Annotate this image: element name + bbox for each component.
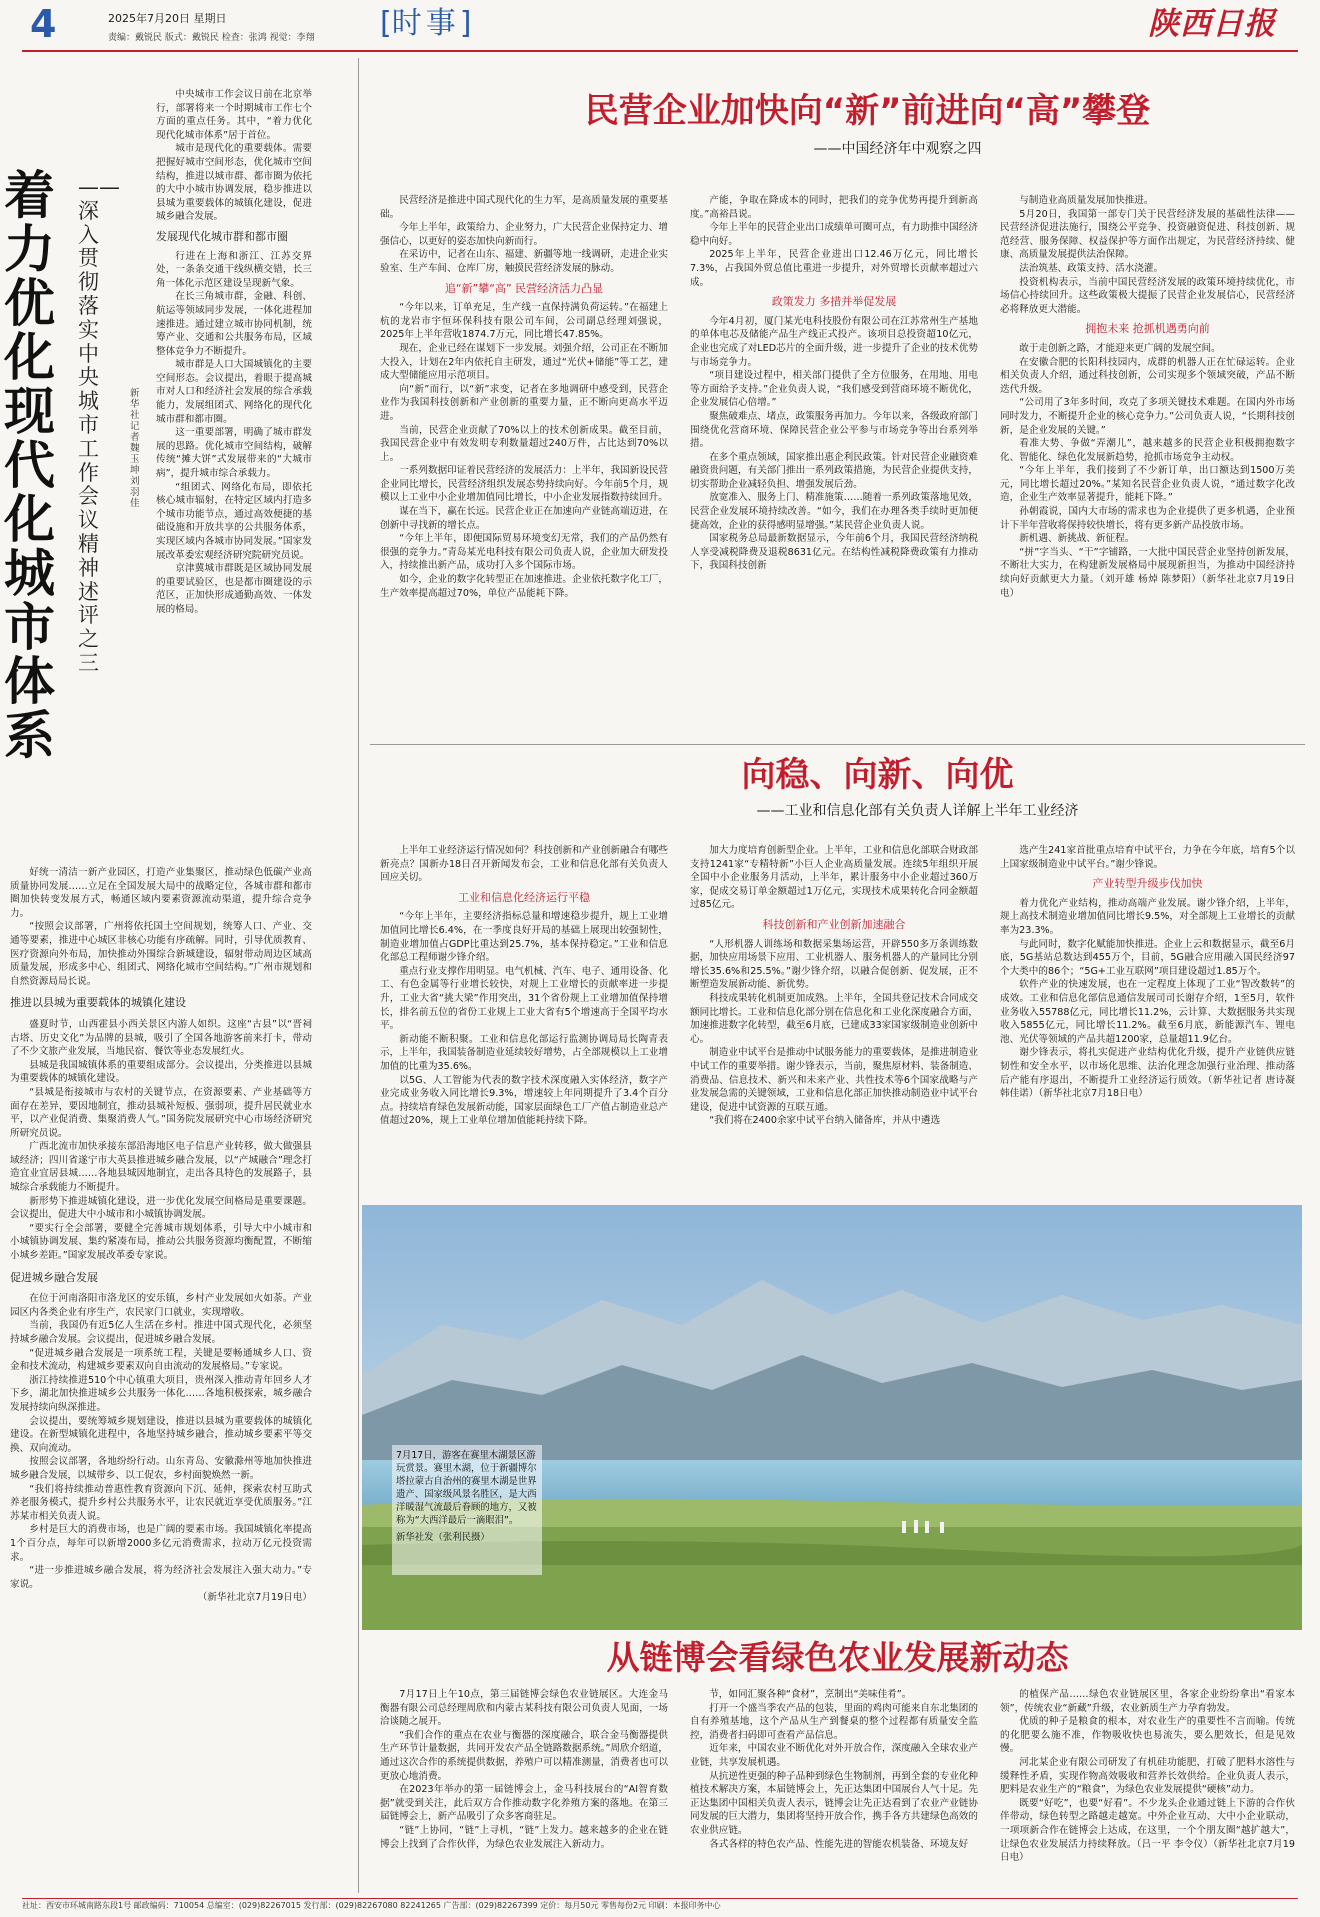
section-heading: 追“新”攀“高” 民营经济活力凸显 bbox=[444, 281, 604, 295]
left-article-title: 着力优化现代化城市体系 bbox=[4, 167, 56, 766]
section-heading: 科技创新和产业创新加速融合 bbox=[762, 917, 906, 931]
page-header bbox=[0, 0, 1320, 52]
article1-subtitle: ——中国经济年中观察之四 bbox=[813, 141, 982, 157]
section-heading: 工业和信息化经济运行平稳 bbox=[458, 890, 590, 904]
article-green-agriculture bbox=[370, 1636, 1305, 1894]
photo-lake bbox=[362, 1205, 1302, 1630]
article3-col-1: 7月17日上午10点，第三届链博会绿色农业链展区。大连金马衡器有限公司总经理周欣和内蒙古某科技有限公司负责人见面，一场洽谈随之展开。 “我们合作的重点在农业与衡器的深度融合，联合金马衡器提供生产环节计量数据，共同开发农产品全链路数据系统。”周欣介绍道，通过这次合作的系统提供数据，养殖户可以精准测量，消费者也可以更放心地消费。 在2023年举办的第一届链博会上，金马科技展台的“AI智育数据”就受到关注，此后双方合作推动数字化养殖方案的落地。在第三届链博会上，新产品吸引了众多客商驻足。 “链”上协同，“链”上寻机，“链”上发力。越来越多的企业在链博会上找到了合作伙伴，为绿色农业发展注入新动力。 bbox=[380, 1689, 668, 1850]
section-heading: 促进城乡融合发展 bbox=[10, 1270, 98, 1284]
section-heading: 推进以县城为重要载体的城镇化建设 bbox=[10, 996, 186, 1010]
footer-text: 社址：西安市环城南路东段1号 邮政编码：710054 总编室：(029)82267015 发行部：(029)82267080 82241265 广告部：(029)82267399 定价：每月50元 零售每份2元 印刷：本报印务中心 bbox=[22, 1901, 721, 1910]
left-article-byline: 新华社记者 魏玉坤 刘羽佳 bbox=[130, 388, 140, 509]
article-divider bbox=[370, 744, 1305, 745]
article1-col-3: 与制造业高质量发展加快推进。 5月20日，我国第一部专门关于民营经济发展的基础性法律——民营经济促进法施行，围绕公平竞争、投资融资促进、科技创新、规范经营、服务保障、权益保护等方面作出规定，为民营经济持续、健康、高质量发展提供法治保障。 法治筑基、政策支持、活水浇灌。 投资机构表示，当前中国民营经济发展的政策环境持续优化，市场信心持续回升。这些政策极大提振了民营企业发展信心，民营经济必将释放更大潜能。 拥抱未来 抢抓机遇勇向前 敢于走创新之路，才能迎来更广阔的发展空间。 在安徽合肥的长阳科技园内，成群的机器人正在忙碌运转。企业相关负责人介绍，通过科技创新，公司实现多个领域突破，产品不断迭代升级。 “公司用了3年多时间，攻克了多项关键技术难题。在国内外市场同时发力，不断提升企业的核心竞争力。”公司负责人说，“长期科技创新，是企业发展的关键。” 看准大势、争做“弄潮儿”，越来越多的民营企业积极拥抱数字化、智能化、绿色化发展新趋势，抢抓市场竞争主动权。 “今年上半年，我们接到了不少新订单，出口额达到1500万美元，同比增长超过20%。”某知名民营企业负责人说，“通过数字化改造，企业生产效率显著提升，能耗下降。” 孙朝霞说，国内大市场的需求也为企业提供了更多机遇，企业预计下半年营收将保持较快增长，将有更多新产品投放市场。 新机遇、新挑战、新征程。 “拼”字当头、“干”字铺路，一大批中国民营企业坚持创新发展，不断壮大实力，在构建新发展格局中展现新担当，为推动中国经济持续向好贡献更大力量。（刘开雄 杨焯 陈梦阳）（新华社北京7月19日电） bbox=[1000, 195, 1295, 599]
section-label: [时事] bbox=[380, 6, 472, 41]
section-title: 时事 bbox=[391, 6, 460, 41]
article-industry-economy bbox=[370, 752, 1305, 1192]
header-staff: 责编：戴锐民 版式：戴锐民 检查：张鸿 视觉：李翔 bbox=[108, 33, 315, 43]
header-rule bbox=[22, 50, 1298, 52]
page-footer bbox=[22, 1898, 1298, 1914]
article3-title: 从链博会看绿色农业发展新动态 bbox=[606, 1638, 1069, 1677]
left-col-a: 中央城市工作会议日前在北京举行，部署将来一个时期城市工作七个方面的重点任务。其中，“着力优化现代化城市体系”居于首位。 城市是现代化的重要载体。需要把握好城市空间形态，优化城市空间结构，推进以城市群、都市圈为依托的大中小城市协调发展，稳步推进以县城为重要载体的城镇化建设，促进城乡融合发展。 发展现代化城市群和都市圈 行进在上海和浙江、江苏交界处，一条条交通干线纵横交错，长三角一体化示范区建设呈现新气象。 在长三角城市群，金融、科创、航运等领域同步发展，一体化进程加速推进。通过建立城市协同机制，统筹产业、交通和公共服务布局，区域整体竞争力不断提升。 城市群是人口大国城镇化的主要空间形态。会议提出，着眼于提高城市对人口和经济社会发展的综合承载能力，发展组团式、网络化的现代化城市群和都市圈。 这一重要部署，明确了城市群发展的思路。优化城市空间结构，破解传统“摊大饼”式发展带来的“大城市病”，提升城市综合承载力。 “组团式、网络化布局，即依托核心城市辐射，在特定区域内打造多个城市功能节点，通过高效便捷的基础设施和开放共享的公共服务体系，实现区域内各城市协同发展。”国家发展改革委宏观经济研究院研究员说。 京津冀城市群既是区域协同发展的重要试验区，也是都市圈建设的示范区，正加快形成通勤高效、一体发展的格局。 bbox=[156, 89, 312, 615]
column-divider bbox=[358, 58, 359, 1893]
article2-subtitle: ——工业和信息化部有关负责人详解上半年工业经济 bbox=[756, 803, 1079, 819]
section-heading: 发展现代化城市群和都市圈 bbox=[156, 229, 288, 243]
article2-col-1: 上半年工业经济运行情况如何？科技创新和产业创新融合有哪些新亮点？国新办18日召开新闻发布会，工业和信息化部有关负责人回应关切。 工业和信息化经济运行平稳 “今年上半年，主要经济指标总量和增速稳步提升，规上工业增加值同比增长6.4%，在一季度良好开局的基础上展现出较强韧性，制造业增加值占GDP比重达到25.7%，基本保持稳定。”工业和信息化部总工程师谢少锋介绍。 重点行业支撑作用明显。电气机械、汽车、电子、通用设备、化工、有色金属等行业增长较快，对规上工业增长的贡献率进一步提升，工业大省“挑大梁”作用突出，31个省份规上工业增加值保持增长，排名前五位的省份工业规上工业大省有5个增速高于全国平均水平。 新动能不断积聚。工业和信息化部运行监测协调局局长陶青表示，上半年，我国装备制造业延续较好增势，占全部规模以上工业增加值的比重为35.6%。 以5G、人工智能为代表的数字技术深度融入实体经济，数字产业完成业务收入同比增长9.3%，增速较上年同期提升了3.4个百分点。持续培育绿色发展新动能，国家层面绿色工厂产值占制造业总产值超过20%，规上工业单位增加值能耗持续下降。 bbox=[380, 845, 668, 1127]
section-heading: 产业转型升级步伐加快 bbox=[1092, 877, 1203, 891]
left-col-b: 好统一清洁一新产业园区，打造产业集聚区，推动绿色低碳产业高质量协同发展……立足在全国发展大局中的战略定位，各城市群和都市圈加快转变发展方式，畅通区域内要素资源流动渠道，提升综合竞争力。 “按照会议部署，广州将依托国土空间规划，统筹人口、产业、交通等要素，推进中心城区非核心功能有序疏解。同时，引导优质教育、医疗资源向外布局，加快推动外围综合新城建设，辐射带动周边区域高质量发展，形成多中心、组团式、网络化城市空间结构。”广州市规划和自然资源局局长说。 推进以县城为重要载体的城镇化建设 盛夏时节，山西霍县小西关景区内游人如织。这座“古县”以“晋祠古塔、历史文化”为品牌的县城，吸引了全国各地游客前来打卡，带动了不少文旅产业发展，当地民宿、餐饮等业态发展红火。 县城是我国城镇体系的重要组成部分。会议提出，分类推进以县城为重要载体的城镇化建设。 “县城是衔接城市与农村的关键节点，在资源要素、产业基础等方面存在差异，要因地制宜，推动县城补短板、强弱项，提升居民就业水平，以产业促消费、集聚消费人气。”国务院发展研究中心市场经济研究所研究员说。 广西北流市加快承接东部沿海地区电子信息产业转移，做大做强县域经济；四川省遂宁市大英县推进城乡融合发展，以“产城融合”理念打造宜业宜居县城……各地县城因地制宜，走出各具特色的发展路子，县城综合承载能力不断提升。 新形势下推进城镇化建设，进一步优化发展空间格局是重要课题。会议提出，促进大中小城市和小城镇协调发展。 “要实行全会部署，要健全完善城市规划体系，引导大中小城市和小城镇协调发展、集约紧凑布局，推动公共服务资源均衡配置，不断缩小城乡差距。”国家发展改革委专家说。 促进城乡融合发展 在位于河南洛阳市洛龙区的安乐镇，乡村产业发展如火如荼。产业园区内各类企业有序生产，农民家门口就业，实现增收。 当前，我国仍有近5亿人生活在乡村。推进中国式现代化，必须坚持城乡融合发展。会议提出，促进城乡融合发展。 “促进城乡融合发展是一项系统工程，关键是要畅通城乡人口、资金和技术流动，构建城乡要素双向自由流动的发展格局。”专家说。 浙江持续推进510个中心镇重大项目，贵州深入推动青年回乡人才下乡，湖北加快推进城乡公共服务一体化……各地积极探索，城乡融合发展持续向纵深推进。 会议提出，要统筹城乡规划建设，推进以县城为重要载体的城镇化建设。在新型城镇化进程中，各地坚持城乡融合，推动城乡要素平等交换、双向流动。 按照会议部署，各地纷纷行动。山东青岛、安徽滁州等地加快推进城乡融合发展，以城带乡、以工促农，乡村面貌焕然一新。 “我们将持续推动普惠性教育资源向下沉、延伸，探索农村互助式养老服务模式，提升乡村公共服务水平，让农民就近享受优质服务。”江苏某市相关负责人说。 乡村是巨大的消费市场，也是广阔的要素市场。我国城镇化率提高1个百分点，每年可以新增2000多亿元消费需求，拉动万亿元投资需求。 “进一步推进城乡融合发展，将为经济社会发展注入强大动力。”专家说。 （新华社北京7月19日电） bbox=[10, 867, 312, 1604]
photo-credit: 新华社发（张利民摄） bbox=[396, 1532, 490, 1543]
article3-col-2: 节，如同汇聚各种“食材”，烹制出“美味佳肴”。 打开一个盛当季农产品的包装，里面的鸡肉可能来自东北集团的自有养殖基地，这个产品从生产到餐桌的整个过程都有质量安全监控，消费者扫码即可查看产品信息。 近年来，中国农业不断优化对外开放合作，深度融入全球农业产业链，共享发展机遇。 从抗逆性更强的种子品种到绿色生物制剂，再到全套的专业化种植技术解决方案，本届链博会上，先正达集团中国展台人气十足。先正达集团中国相关负责人表示，链博会让先正达看到了农业产业链协同发展的巨大潜力，集团将坚持开放合作，携手各方共建绿色高效的农业供应链。 各式各样的特色农产品、性能先进的智能农机装备、环境友好 bbox=[690, 1689, 978, 1850]
article1-col-1: 民营经济是推进中国式现代化的生力军，是高质量发展的重要基础。 今年上半年，政策给力、企业努力，广大民营企业保持定力、增强信心，以更好的姿态加快向新而行。 在采访中，记者在山东、福建、新疆等地一线调研，走进企业实验室、生产车间、仓库厂房，触摸民营经济发展的脉动。 追“新”攀“高” 民营经济活力凸显 “今年以来，订单充足，生产线一直保持满负荷运转。”在福建上杭的龙岩市宇恒环保科技有限公司车间，公司副总经理刘强说，2025年上半年营收1874.7万元，同比增长47.85%。 现在，企业已经在谋划下一步发展。刘强介绍，公司正在不断加大投入，计划在2年内依托自主研发，通过“光伏+储能”等工艺，建成大型储能应用示范项目。 向“新”而行，以“新”求变，记者在多地调研中感受到，民营企业作为我国科技创新和产业创新的重要力量，正不断向更高水平迈进。 当前，民营企业贡献了70%以上的技术创新成果。截至目前，我国民营企业中有效发明专利数量超过240万件，占比达到70%以上。 一系列数据印证着民营经济的发展活力：上半年，我国新设民营企业同比增长，民营经济组织发展态势持续向好。今年前5个月，规模以上工业中小企业增加值同比增长，中小企业发展指数持续回升。 谋在当下，赢在长远。民营企业正在加速向产业链高端迈进，在创新中寻找新的增长点。 “今年上半年，即便国际贸易环境变幻无常，我们的产品仍然有很强的竞争力。”青岛某光电科技有限公司负责人说，企业加大研发投入，持续推出新产品，成功打入多个国际市场。 如今，企业的数字化转型正在加速推进。企业依托数字化工厂，生产效率提高超过70%，单位产品能耗下降。 bbox=[380, 195, 668, 599]
left-article bbox=[0, 58, 358, 1893]
article1-title: 民营企业加快向“新”前进向“高”攀登 bbox=[584, 91, 1151, 131]
left-article-subtitle: ——深入贯彻落实中央城市工作会议精神述评之三 bbox=[78, 175, 120, 675]
newspaper-logo: 陕西日报 bbox=[1148, 6, 1276, 42]
header-date: 2025年7月20日 星期日 bbox=[108, 12, 227, 25]
photo-caption: 7月17日，游客在赛里木湖景区游玩赏景。赛里木湖，位于新疆博尔塔拉蒙古自治州的赛里木湖是世界遗产、国家级风景名胜区，是大西洋暖湿气流最后眷顾的地方，又被称为“大西洋最后一滴眼泪”。 新华社发（张利民摄） bbox=[392, 1445, 542, 1575]
article3-col-3: 的植保产品……绿色农业链展区里，各家企业纷纷拿出“看家本领”，传统农业“新藏”升级，农业新质生产力孕育勃发。 优质的种子是粮食的根本，对农业生产的重要性不言而喻。传统的化肥要么施不准，作物吸收快也易流失，要么肥效长，但是见效慢。 河北某企业有限公司研发了有机硅功能肥，打破了肥料水溶性与缓释性矛盾，实现作物高效吸收和营养长效供给。企业负责人表示，肥料是农业生产的“粮食”，为绿色农业发展提供“硬核”动力。 既要“好吃”，也要“好看”。不少龙头企业通过链上下游的合作伙伴带动，绿色转型之路越走越宽。中外企业互动、大中小企业联动，一项项新合作在链博会上达成，在这里，一个个朋友圈“越扩越大”，让绿色农业发展活力持续释放。（吕一平 李令仪）（新华社北京7月19日电） bbox=[1000, 1689, 1295, 1864]
article2-title: 向稳、向新、向优 bbox=[741, 755, 1014, 795]
article-private-enterprise bbox=[370, 90, 1305, 720]
article2-col-3: 选产生241家首批重点培育中试平台，力争在今年底，培育5个以上国家级制造业中试平台。”谢少锋说。 产业转型升级步伐加快 着力优化产业结构，推动高端产业发展。谢少锋介绍，上半年，规上高技术制造业增加值同比增长9.5%，对全部规上工业增长的贡献率为23.3%。 与此同时，数字化赋能加快推进。企业上云和数据显示，截至6月底，5G基站总数达到455万个，目前，5G融合应用融入国民经济97个大类中的86个；“5G+工业互联网”项目建设超过1.85万个。 软件产业的快速发展，也在一定程度上体现了工业“智改数转”的成效。工业和信息化部信息通信发展司司长谢存介绍，1至5月，软件业务收入55788亿元，同比增长11.2%，云计算、大数据服务共实现收入5855亿元，同比增长11.2%。截至6月底，新能源汽车、锂电池、光伏等领域的产品共超1200家，总量超11.9亿台。 谢少锋表示，将扎实促进产业结构优化升级，提升产业链供应链韧性和安全水平，以市场化思维、法治化理念加强行业治理、推动落后产能有序退出，不断提升工业经济运行质效。（新华社记者 唐诗凝 韩佳诺）（新华社北京7月18日电） bbox=[1000, 845, 1295, 1100]
section-heading: 拥抱未来 抢抓机遇勇向前 bbox=[1085, 322, 1210, 336]
article2-col-2: 加大力度培育创新型企业。上半年，工业和信息化部联合财政部支持1241家“专精特新”小巨人企业高质量发展。连续5年组织开展全国中小企业服务月活动，上半年，累计服务中小企业超过360万家，促成交易订单金额超过1万亿元，实现技术成果转化合同金额超过85亿元。 科技创新和产业创新加速融合 “人形机器人训练场和数据采集场运营，开辟550多万条训练数据，加快应用场景下应用、工业机器人、服务机器人的产量同比分别增长35.6%和25.5%。”谢少锋介绍，以融合促创新、促发展，正不断塑造发展新动能、新优势。 科技成果转化机制更加成熟。上半年，全国共登记技术合同成交额同比增长。工业和信息化部分别在信息化和工业化深度融合方面，加速推进数字化转型，截至6月底，已建成33家国家级制造业创新中心。 制造业中试平台是推动中试服务能力的重要载体，是推进制造业中试工作的重要举措。谢少锋表示，当前，聚焦原材料、装备制造、消费品、信息技术、新兴和未来产业、共性技术等6个国家战略与产业发展急需的关键领域，工业和信息化部正加快推动制造业中试平台建设，促进中试资源的互联互通。 “我们将在2400余家中试平台纳入储备库，并从中遴选 bbox=[690, 845, 978, 1127]
article1-col-2: 产能，争取在降成本的同时，把我们的竞争优势再提升到新高度。”高裕昌说。 今年上半年的民营企业出口成绩单可圈可点，有力助推中国经济稳中向好。 2025年上半年，民营企业进出口12.46万亿元，同比增长7.3%，占我国外贸总值比重进一步提升，对外贸增长贡献率超过六成。 政策发力 多措并举促发展 今年4月初，厦门某光电科技股份有限公司在江苏常州生产基地的单体电芯及储能产品生产线正式投产。该项目总投资超10亿元，企业也完成了对LED芯片的全面升级，进一步提升了企业的技术优势与市场竞争力。 “项目建设过程中，相关部门提供了全方位服务，在用地、用电等方面给予支持。”企业负责人说，“我们感受到营商环境不断优化，企业发展信心倍增。” 聚焦破难点、堵点，政策服务再加力。今年以来，各级政府部门围绕优化营商环境、保障民营企业公平参与市场竞争等出台系列举措。 在多个重点领域，国家推出惠企利民政策。针对民营企业融资难融资贵问题，有关部门推出一系列政策措施，为民营企业提供支持，切实帮助企业减轻负担、增强发展后劲。 放宽准入、服务上门、精准施策……随着一系列政策落地见效，民营企业发展环境持续改善。“如今，我们在办理各类手续时更加便捷高效，企业的获得感明显增强。”某民营企业负责人说。 国家税务总局最新数据显示，今年前6个月，我国民营经济纳税人享受减税降费及退税8631亿元。在结构性减税降费政策有力推动下，我国科技创新 bbox=[690, 195, 978, 572]
page-number: 4 bbox=[30, 2, 57, 46]
section-heading: 政策发力 多措并举促发展 bbox=[771, 295, 897, 309]
